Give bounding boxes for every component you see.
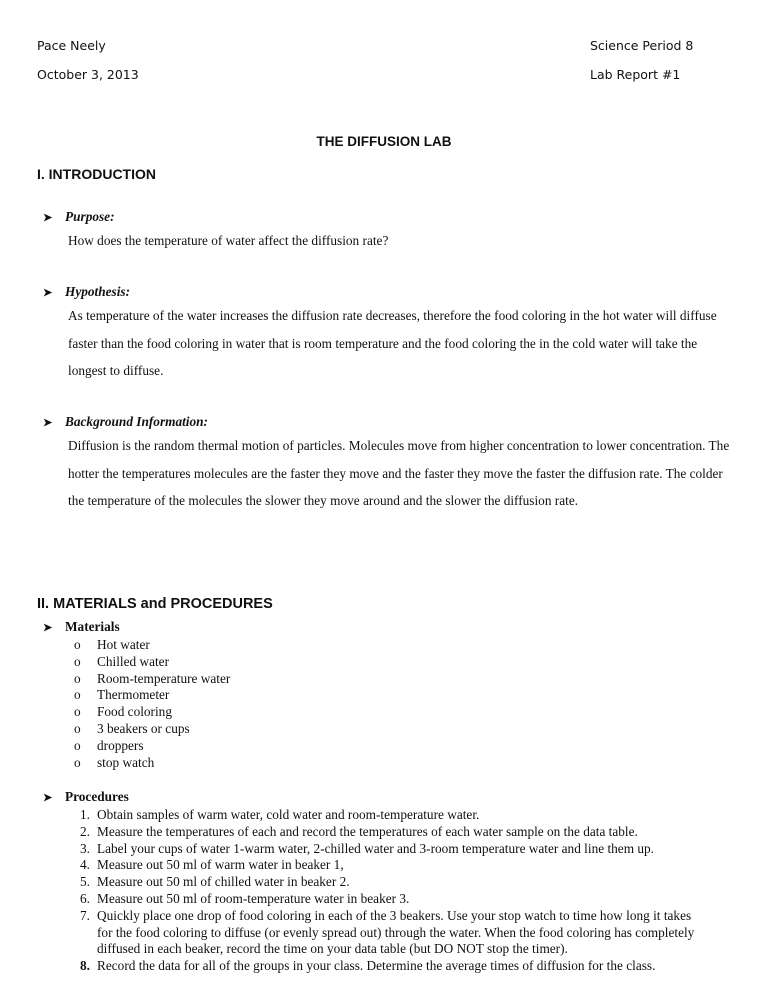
- list-item: 8. Record the data for all of the groups in your class. Determine the average times of diffusion for the class.: [80, 958, 656, 974]
- list-item: o droppers: [74, 737, 144, 753]
- arrow-bullet-icon: ➤: [43, 792, 53, 804]
- arrow-bullet-icon: ➤: [43, 212, 53, 224]
- list-item: 7. Quickly place one drop of food coloring in each of the 3 beakers. Use your stop watch to time how long it takes for the food coloring to diffuse (or evenly spread out) through the water. When the food coloring has completely diffused in each beaker, record the time on your data table (but DO NOT stop the timer).: [80, 907, 695, 957]
- list-item: 3. Label your cups of water 1-warm water, 2-chilled water and 3-room temperature water and line them up.: [80, 840, 654, 856]
- class-period: Science Period 8: [590, 38, 694, 53]
- hypothesis-heading: ➤ Hypothesis:: [43, 284, 131, 299]
- list-item: 6. Measure out 50 ml of room-temperature water in beaker 3.: [80, 890, 410, 906]
- purpose-heading: ➤ Purpose:: [43, 209, 115, 224]
- report-date: October 3, 2013: [37, 67, 139, 82]
- arrow-bullet-icon: ➤: [43, 287, 53, 299]
- document-title: THE DIFFUSION LAB: [316, 134, 452, 149]
- list-item: o Food coloring: [74, 704, 172, 720]
- list-item: 1. Obtain samples of warm water, cold water and room-temperature water.: [80, 807, 480, 822]
- list-item: o Room-temperature water: [74, 670, 231, 686]
- background-text: Diffusion is the random thermal motion of particles. Molecules move from higher concentration to lower concentration. The hotter the temperatures molecules are the faster they move and the faster they move the faster the diffusion rate. The colder the temperature of the molecules the slower they move around and the slower the diffusion rate.: [68, 438, 730, 508]
- student-name: Pace Neely: [37, 38, 106, 53]
- materials-list: [68, 637, 230, 771]
- background-heading: ➤ Background Information:: [43, 414, 208, 429]
- list-item: o Chilled water: [74, 653, 170, 669]
- procedures-list: [80, 807, 700, 975]
- hypothesis-text: As temperature of the water increases the diffusion rate decreases, therefore the food coloring in the hot water will diffuse faster than the food coloring in water that is room temperature and the food coloring the in the cold water will take the longest to diffuse.: [68, 308, 717, 378]
- list-item: o Hot water: [74, 637, 150, 652]
- list-item: 5. Measure out 50 ml of chilled water in beaker 2.: [80, 874, 350, 890]
- list-item: o Thermometer: [74, 687, 170, 703]
- list-item: o 3 beakers or cups: [74, 720, 190, 736]
- list-item: 4. Measure out 50 ml of warm water in beaker 1,: [80, 857, 344, 873]
- arrow-bullet-icon: ➤: [43, 417, 53, 429]
- section-heading-introduction: I. INTRODUCTION: [37, 166, 156, 182]
- procedures-heading: ➤ Procedures: [43, 789, 129, 804]
- section-heading-materials-procedures: II. MATERIALS and PROCEDURES: [37, 596, 273, 612]
- purpose-text: How does the temperature of water affect the diffusion rate?: [68, 233, 389, 248]
- arrow-bullet-icon: ➤: [43, 622, 53, 634]
- list-item: o stop watch: [74, 754, 155, 770]
- materials-heading: ➤ Materials: [43, 619, 120, 634]
- list-item: 2. Measure the temperatures of each and record the temperatures of each water sample on the data table.: [80, 823, 638, 839]
- report-number: Lab Report #1: [590, 67, 681, 82]
